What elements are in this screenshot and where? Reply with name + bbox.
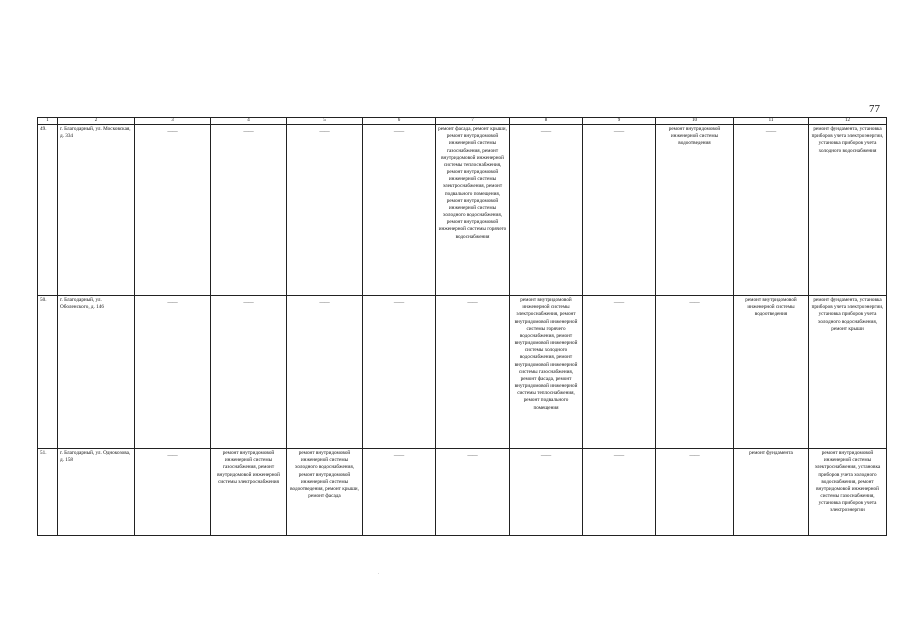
table-row — [38, 296, 887, 449]
row-number: 49. — [38, 125, 58, 296]
work-type-cell — [211, 449, 287, 536]
cell-text: —— — [467, 453, 478, 459]
row-number: 50. — [38, 296, 58, 449]
cell-text: —— — [613, 300, 625, 306]
cell-text: —— — [689, 453, 700, 459]
table-header-row — [38, 118, 887, 125]
cell-text: ремонт внутридомовой инженерной системы электроснабжения, ремонт внутридомовой инженерной системы горячего водоснабжения, ремонт внутридомовой инженерной системы холодного водоснабжения, ремонт внутридомовой инженерной системы газоснабжения, ремонт фасада, ремонт внутридомовой инженерной системы теплоснабжения, ремонт подвального помещения — [514, 297, 578, 411]
table-row — [38, 449, 887, 536]
empty-cell-dash — [363, 449, 436, 536]
empty-cell-dash — [583, 125, 656, 296]
column-number: 5 — [287, 118, 363, 125]
cell-text: ремонт фундамента, установка приборов учета электроэнергии, установка приборов учета холодного водоснабжения — [811, 126, 884, 154]
column-number: 8 — [510, 118, 583, 125]
cell-text: —— — [319, 300, 330, 306]
cell-text: ремонт внутридомовой инженерной системы холодного водоснабжения, ремонт внутридомовой инженерной системы водоотведения, ремонт крыши, ремонт фасада — [290, 450, 359, 500]
empty-cell-dash — [656, 296, 734, 449]
column-number: 7 — [436, 118, 510, 125]
cell-text: ремонт фасада, ремонт крыши, ремонт внутридомовой инженерной системы газоснабжения, ремонт внутридомовой инженерной системы теплоснабжения, ремонт внутридомовой инженерной системы электроснабжения, ремонт подвального помещения, ремонт внутридомовой инженерной системы холодного водоснабжения, ремонт внутридомовой инженерной системы горячего водоснабжения — [438, 126, 507, 240]
empty-cell-dash — [583, 449, 656, 536]
empty-cell-dash — [135, 125, 211, 296]
work-type-cell — [809, 125, 887, 296]
cell-text: ремонт внутридомовой инженерной системы водоотведения — [668, 126, 721, 147]
cell-text: —— — [167, 453, 178, 459]
cell-text: —— — [393, 300, 405, 306]
address-cell: г. Благодарный, ул. Московская, д. 334 — [58, 125, 135, 296]
column-number: 6 — [363, 118, 436, 125]
empty-cell-dash — [436, 449, 510, 536]
empty-cell-dash — [287, 125, 363, 296]
cell-text: ремонт внутридомовой инженерной системы электроснабжения, установка приборов учета холодного водоснабжения, ремонт внутридомовой инженерной системы газоснабжения, установка приборов учета электроэнергии — [814, 450, 881, 514]
work-type-cell — [656, 125, 734, 296]
address-cell: г. Благодарный, ул. Однокозова, д. 158 — [58, 449, 135, 536]
empty-cell-dash — [211, 296, 287, 449]
empty-cell-dash — [436, 296, 510, 449]
cell-text: ремонт фундамента, установка приборов учета электроэнергии, установка приборов учета холодного водоснабжения, ремонт крыши — [811, 297, 884, 332]
empty-cell-dash — [287, 296, 363, 449]
empty-cell-dash — [363, 296, 436, 449]
empty-cell-dash — [510, 125, 583, 296]
empty-cell-dash — [363, 125, 436, 296]
address-cell: г. Благодарный, ул. Оболенского, д. 146 — [58, 296, 135, 449]
cell-text: ремонт фундамента — [749, 450, 793, 456]
work-type-cell — [809, 449, 887, 536]
column-number: 9 — [583, 118, 656, 125]
column-number: 3 — [135, 118, 211, 125]
cell-text: —— — [319, 129, 330, 135]
cell-text: —— — [467, 300, 478, 306]
cell-text: —— — [689, 300, 700, 306]
cell-text: —— — [765, 129, 777, 135]
cell-text: —— — [243, 300, 254, 306]
work-type-cell — [734, 449, 809, 536]
table-row — [38, 125, 887, 296]
cell-text: —— — [540, 453, 552, 459]
work-type-cell — [436, 125, 510, 296]
cell-text: —— — [167, 129, 178, 135]
empty-cell-dash — [656, 449, 734, 536]
cell-text: —— — [540, 129, 552, 135]
cell-text: —— — [393, 129, 405, 135]
work-type-cell — [287, 449, 363, 536]
cell-text: —— — [243, 129, 254, 135]
empty-cell-dash — [583, 296, 656, 449]
work-type-cell — [734, 296, 809, 449]
column-number: 12 — [809, 118, 887, 125]
cell-text: ремонт внутридомовой инженерной системы газоснабжения, ремонт внутридомовой инженерной системы электроснабжения — [217, 450, 280, 485]
empty-cell-dash — [135, 449, 211, 536]
column-number: 11 — [734, 118, 809, 125]
empty-cell-dash — [135, 296, 211, 449]
empty-cell-dash — [734, 125, 809, 296]
work-type-cell — [510, 296, 583, 449]
cell-text: —— — [393, 453, 405, 459]
column-number: 4 — [211, 118, 287, 125]
column-number: 2 — [58, 118, 135, 125]
cell-text: —— — [167, 300, 178, 306]
repair-schedule-table — [37, 117, 887, 536]
column-number: 1 — [38, 118, 58, 125]
empty-cell-dash — [510, 449, 583, 536]
page-number: 77 — [869, 103, 880, 115]
stray-mark: · — [378, 571, 380, 576]
empty-cell-dash — [211, 125, 287, 296]
cell-text: —— — [613, 453, 625, 459]
work-type-cell — [809, 296, 887, 449]
cell-text: ремонт внутридомовой инженерной системы водоотведения — [745, 297, 797, 318]
column-number: 10 — [656, 118, 734, 125]
cell-text: —— — [613, 129, 625, 135]
row-number: 51. — [38, 449, 58, 536]
